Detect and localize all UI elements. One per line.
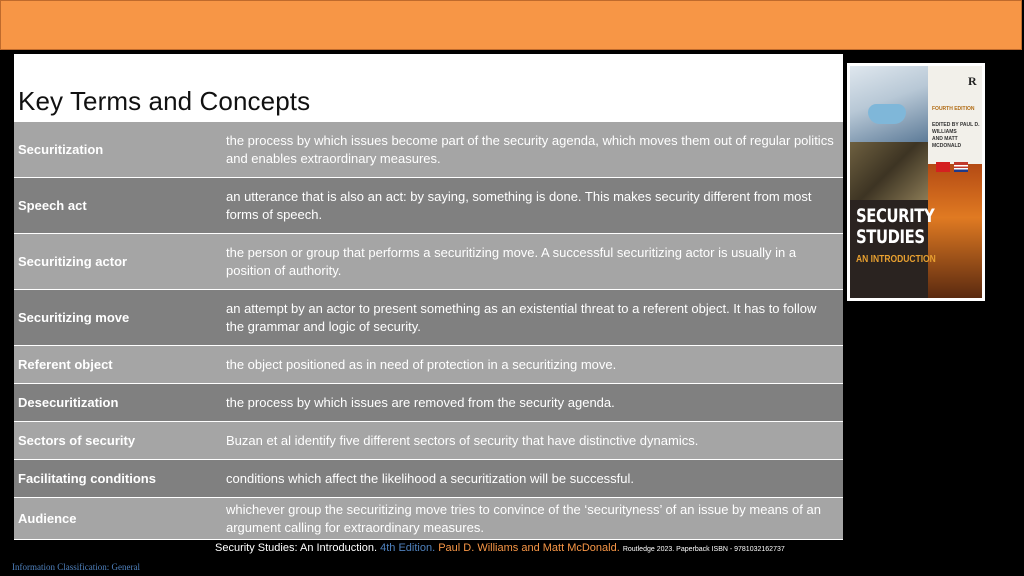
table-row	[14, 422, 843, 460]
term-cell: Audience	[18, 511, 77, 526]
table-row	[14, 122, 843, 178]
china-flag-icon	[936, 162, 950, 172]
citation-publisher: Routledge 2023. Paperback ISBN - 9781032162737	[622, 546, 785, 553]
term-cell: Facilitating conditions	[18, 471, 156, 486]
term-cell: Speech act	[18, 198, 87, 213]
book-title	[856, 206, 934, 248]
edition-label: FOURTH EDITION	[932, 106, 975, 112]
citation-title: Security Studies: An Introduction.	[215, 542, 378, 554]
editors-label	[932, 122, 982, 150]
table-row	[14, 346, 843, 384]
term-cell: Desecuritization	[18, 395, 119, 410]
slide-title: Key Terms and Concepts	[18, 86, 311, 116]
table-row	[14, 498, 843, 540]
editors-line-2: AND MATT MCDONALD	[932, 136, 962, 149]
definition-cell: the person or group that performs a securitizing move. A successful securitizing actor is usually in a position of authority.	[226, 244, 797, 278]
table-row	[14, 290, 843, 346]
term-cell: Securitization	[18, 142, 104, 157]
routledge-logo: R	[968, 74, 977, 88]
us-flag-icon	[954, 162, 968, 172]
masked-person-photo	[850, 66, 928, 142]
table-row	[14, 178, 843, 234]
term-cell: Securitizing move	[18, 310, 130, 325]
citation-edition: 4th Edition.	[380, 542, 436, 554]
term-cell: Securitizing actor	[18, 254, 128, 269]
table-row	[14, 234, 843, 290]
crowd-photo	[850, 142, 928, 200]
definition-cell: conditions which affect the likelihood a securitization will be successful.	[226, 470, 635, 486]
definition-cell: an attempt by an actor to present something as an existential threat to a referent object. It has to follow the grammar and logic of security.	[226, 300, 817, 334]
key-terms-table	[14, 122, 843, 540]
definition-cell: the process by which issues become part of the security agenda, which moves them out of regular politics and enables extraordinary measures.	[226, 132, 834, 166]
table-row	[14, 384, 843, 422]
classification-label: Information Classification: General	[12, 562, 140, 572]
header-banner	[0, 0, 1022, 50]
book-title-line-1: SECURITY	[856, 205, 935, 227]
citation-authors: Paul D. Williams and Matt McDonald.	[438, 542, 620, 554]
definition-cell: the object positioned as in need of protection in a securitizing move.	[226, 356, 617, 372]
book-subtitle: AN INTRODUCTION	[856, 254, 936, 265]
definition-cell: whichever group the securitizing move tries to convince of the ‘securityness’ of an issue by means of an argument calling for extraordinary measures.	[226, 501, 821, 535]
definition-cell: an utterance that is also an act: by saying, something is done. This makes security different from most forms of speech.	[226, 188, 812, 222]
term-cell: Referent object	[18, 357, 113, 372]
face-mask-shape	[868, 104, 906, 124]
definition-cell: the process by which issues are removed from the security agenda.	[226, 394, 615, 410]
book-cover-image	[847, 63, 985, 301]
term-cell: Sectors of security	[18, 433, 136, 448]
editors-line-1: EDITED BY PAUL D. WILLIAMS	[932, 122, 980, 135]
fire-photo	[928, 164, 982, 298]
definition-cell: Buzan et al identify five different sectors of security that have distinctive dynamics.	[226, 432, 699, 448]
citation	[215, 542, 785, 554]
book-title-line-2: STUDIES	[856, 226, 925, 248]
book-cover-art	[850, 66, 982, 298]
table-row	[14, 460, 843, 498]
